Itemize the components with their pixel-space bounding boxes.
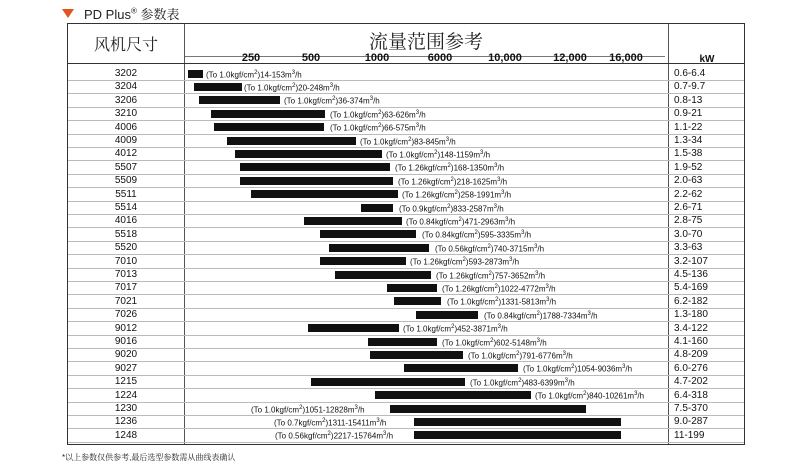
- kw-range: 2.2-62: [674, 188, 703, 200]
- flow-range-bar: [329, 244, 429, 252]
- fan-model: 7021: [114, 295, 138, 307]
- flow-range-bar: [361, 204, 393, 212]
- fan-model: 5514: [114, 202, 138, 213]
- kw-range: 3.4-122: [674, 322, 708, 334]
- footnote: *以上参数仅供参考,最后选型参数需从曲线表确认: [62, 453, 236, 462]
- flow-range-label: (To $0.84kgf/cm^2)471-2963m^3/h$: [406, 216, 516, 227]
- scale-label: 16,000: [609, 52, 643, 64]
- kw-range: 0.7-9.7: [674, 81, 706, 93]
- fan-model: 3206: [114, 94, 138, 106]
- flow-range-label: (To $1.0kgf/cm^2)63-626m^3/h$: [330, 109, 426, 120]
- flow-range-label: (To $1.0kgf/cm^2)148-1159m^3/h$: [386, 149, 491, 160]
- flow-range-bar: [240, 163, 390, 171]
- fan-model: 3202: [114, 68, 138, 79]
- kw-range: 6.0-276: [674, 362, 708, 374]
- fan-model: 5518: [114, 228, 138, 240]
- flow-range-label: (To $0.7kgf/cm^2)1311-15411m^3/h$: [274, 417, 387, 428]
- kw-range: 2.8-75: [674, 215, 703, 227]
- column-divider: [184, 24, 185, 444]
- flow-range-bar: [404, 364, 518, 372]
- kw-range: 4.7-202: [674, 376, 708, 388]
- flow-range-label: (To $1.0kgf/cm^2)14-153m^3/h$: [206, 69, 302, 80]
- flow-range-bar: [320, 230, 416, 238]
- fan-model: 9012: [114, 322, 138, 334]
- flow-range-bar: [394, 297, 441, 305]
- scale-label: 6000: [427, 52, 453, 64]
- flow-range-bar: [235, 150, 382, 158]
- scale-label: 500: [301, 52, 321, 64]
- flow-range-label: (To $1.0kgf/cm^2)1051-12828m^3/h$: [251, 404, 365, 415]
- flow-range-bar: [211, 110, 325, 118]
- fan-model: 1248: [114, 429, 138, 441]
- fan-model: 5509: [114, 175, 138, 187]
- flow-range-bar: [214, 123, 324, 131]
- scale-label: 10,000: [488, 52, 522, 64]
- kw-range: 2.0-63: [674, 175, 703, 187]
- flow-range-label: (To $0.84kgf/cm^2)1788-7334m^3/h$: [484, 310, 598, 321]
- flow-range-label: (To $1.26kgf/cm^2)757-3652m^3/h$: [436, 270, 546, 281]
- row-divider: [68, 442, 744, 443]
- fan-model: 3204: [114, 81, 138, 93]
- flow-range-bar: [370, 351, 463, 359]
- fan-model: 4006: [114, 121, 138, 133]
- flow-range-bar: [368, 338, 437, 346]
- flow-range-label: (To $1.26kgf/cm^2)168-1350m^3/h$: [395, 163, 505, 173]
- flow-range-label: (To $0.56kgf/cm^2)2217-15764m^3/h$: [275, 431, 394, 441]
- flow-range-label: (To $1.26kgf/cm^2)593-2873m^3/h$: [410, 257, 520, 267]
- flow-range-bar: [188, 70, 203, 78]
- kw-range: 1.3-34: [674, 135, 703, 146]
- fan-model: 1215: [114, 376, 138, 388]
- flow-range-label: (To $0.56kgf/cm^2)740-3715m^3/h$: [435, 243, 545, 254]
- flow-range-label: (To $1.0kgf/cm^2)452-3871m^3/h$: [403, 324, 508, 334]
- kw-range: 6.2-182: [674, 295, 708, 307]
- fan-model: 3210: [114, 108, 138, 120]
- flow-range-label: (To $1.26kgf/cm^2)258-1991m^3/h$: [402, 190, 512, 200]
- flow-range-label: (To $1.0kgf/cm^2)66-575m^3/h$: [330, 123, 426, 133]
- flow-range-label: (To $1.0kgf/cm^2)840-10261m^3/h$: [535, 391, 645, 401]
- kw-range: 4.8-209: [674, 349, 708, 361]
- flow-range-label: (To $1.0kgf/cm^2)1331-5813m^3/h$: [447, 297, 557, 307]
- fan-model: 7017: [114, 282, 138, 294]
- flow-range-label: (To $1.0kgf/cm^2)36-374m^3/h$: [284, 96, 380, 106]
- fan-model: 4016: [114, 215, 138, 227]
- flow-range-bar: [320, 257, 406, 265]
- flow-range-label: (To $1.0kgf/cm^2)20-248m^3/h$: [244, 82, 340, 93]
- fan-model: 5520: [114, 242, 138, 254]
- kw-range: 11-199: [674, 429, 705, 441]
- fan-model: 5511: [115, 188, 137, 200]
- flow-range-bar: [416, 311, 478, 319]
- kw-range: 1.5-38: [674, 148, 703, 160]
- flow-range-label: (To $1.0kgf/cm^2)602-5148m^3/h$: [442, 337, 547, 348]
- scale-label: 250: [241, 52, 261, 64]
- kw-range: 4.5-136: [674, 269, 708, 280]
- kw-range: 1.9-52: [674, 161, 703, 173]
- kw-range: 3.2-107: [674, 255, 708, 267]
- flow-range-bar: [375, 391, 531, 399]
- flow-range-label: (To $1.0kgf/cm^2)483-6399m^3/h$: [470, 377, 575, 388]
- flow-range-bar: [199, 96, 280, 104]
- flow-range-label: (To $1.26kgf/cm^2)218-1625m^3/h$: [398, 176, 508, 187]
- flow-range-label: (To $0.84kgf/cm^2)595-3335m^3/h$: [422, 230, 532, 240]
- flow-range-header: 流量范围参考: [368, 31, 483, 53]
- fan-model: 1224: [114, 389, 138, 401]
- fan-model: 4012: [114, 148, 138, 160]
- flow-range-bar: [194, 83, 242, 91]
- page-header: [62, 4, 180, 22]
- flow-range-bar: [414, 418, 621, 426]
- kw-range: 0.6-6.4: [674, 68, 706, 79]
- column-divider: [668, 24, 669, 444]
- fan-model: 9027: [114, 362, 138, 374]
- flow-range-bar: [308, 324, 399, 332]
- kw-range: 3.3-63: [674, 242, 703, 254]
- kw-header: kW: [699, 54, 715, 65]
- kw-range: 5.4-169: [674, 282, 708, 294]
- flow-range-label: (To $1.0kgf/cm^2)1054-9036m^3/h$: [523, 364, 633, 374]
- flow-range-bar: [414, 431, 621, 439]
- fan-model: 4009: [114, 135, 138, 146]
- fan-size-header: 风机尺寸: [93, 37, 158, 54]
- fan-model: 9016: [114, 336, 138, 347]
- flow-range-bar: [240, 177, 393, 185]
- fan-model: 9020: [114, 349, 138, 361]
- flow-range-label: (To $1.0kgf/cm^2)83-845m^3/h$: [360, 136, 456, 147]
- fan-model: 1236: [114, 416, 138, 428]
- flow-range-bar: [251, 190, 398, 198]
- fan-model: 7010: [114, 255, 138, 267]
- fan-model: 1230: [114, 403, 138, 414]
- fan-model: 5507: [114, 161, 138, 173]
- kw-range: 4.1-160: [674, 336, 708, 347]
- kw-range: 0.9-21: [674, 108, 703, 120]
- kw-range: 7.5-370: [674, 403, 708, 414]
- kw-range: 9.0-287: [674, 416, 708, 428]
- flow-range-bar: [304, 217, 402, 225]
- kw-range: 2.6-71: [674, 202, 703, 213]
- kw-range: 1.1-22: [674, 121, 703, 133]
- scale-label: 12,000: [553, 52, 587, 64]
- flow-range-bar: [335, 271, 431, 279]
- flow-range-bar: [390, 405, 586, 413]
- flow-range-label: (To $1.0kgf/cm^2)791-6776m^3/h$: [468, 350, 573, 361]
- triangle-bullet-icon: [62, 9, 74, 18]
- fan-model: 7013: [114, 269, 138, 280]
- flow-range-bar: [311, 378, 465, 386]
- kw-range: 0.8-13: [674, 94, 703, 106]
- flow-range-label: (To $1.26kgf/cm^2)1022-4772m^3/h$: [442, 283, 556, 294]
- kw-range: 1.3-180: [674, 309, 708, 321]
- kw-range: 3.0-70: [674, 228, 703, 240]
- flow-range-bar: [387, 284, 437, 292]
- flow-range-label: (To $0.9kgf/cm^2)833-2587m^3/h$: [399, 203, 504, 214]
- fan-model: 7026: [114, 309, 138, 321]
- flow-range-bar: [227, 137, 356, 145]
- scale-label: 1000: [364, 52, 390, 64]
- kw-range: 6.4-318: [674, 389, 708, 401]
- page-title: PD Plus® 参数表: [84, 6, 180, 22]
- parameter-table: [67, 23, 745, 445]
